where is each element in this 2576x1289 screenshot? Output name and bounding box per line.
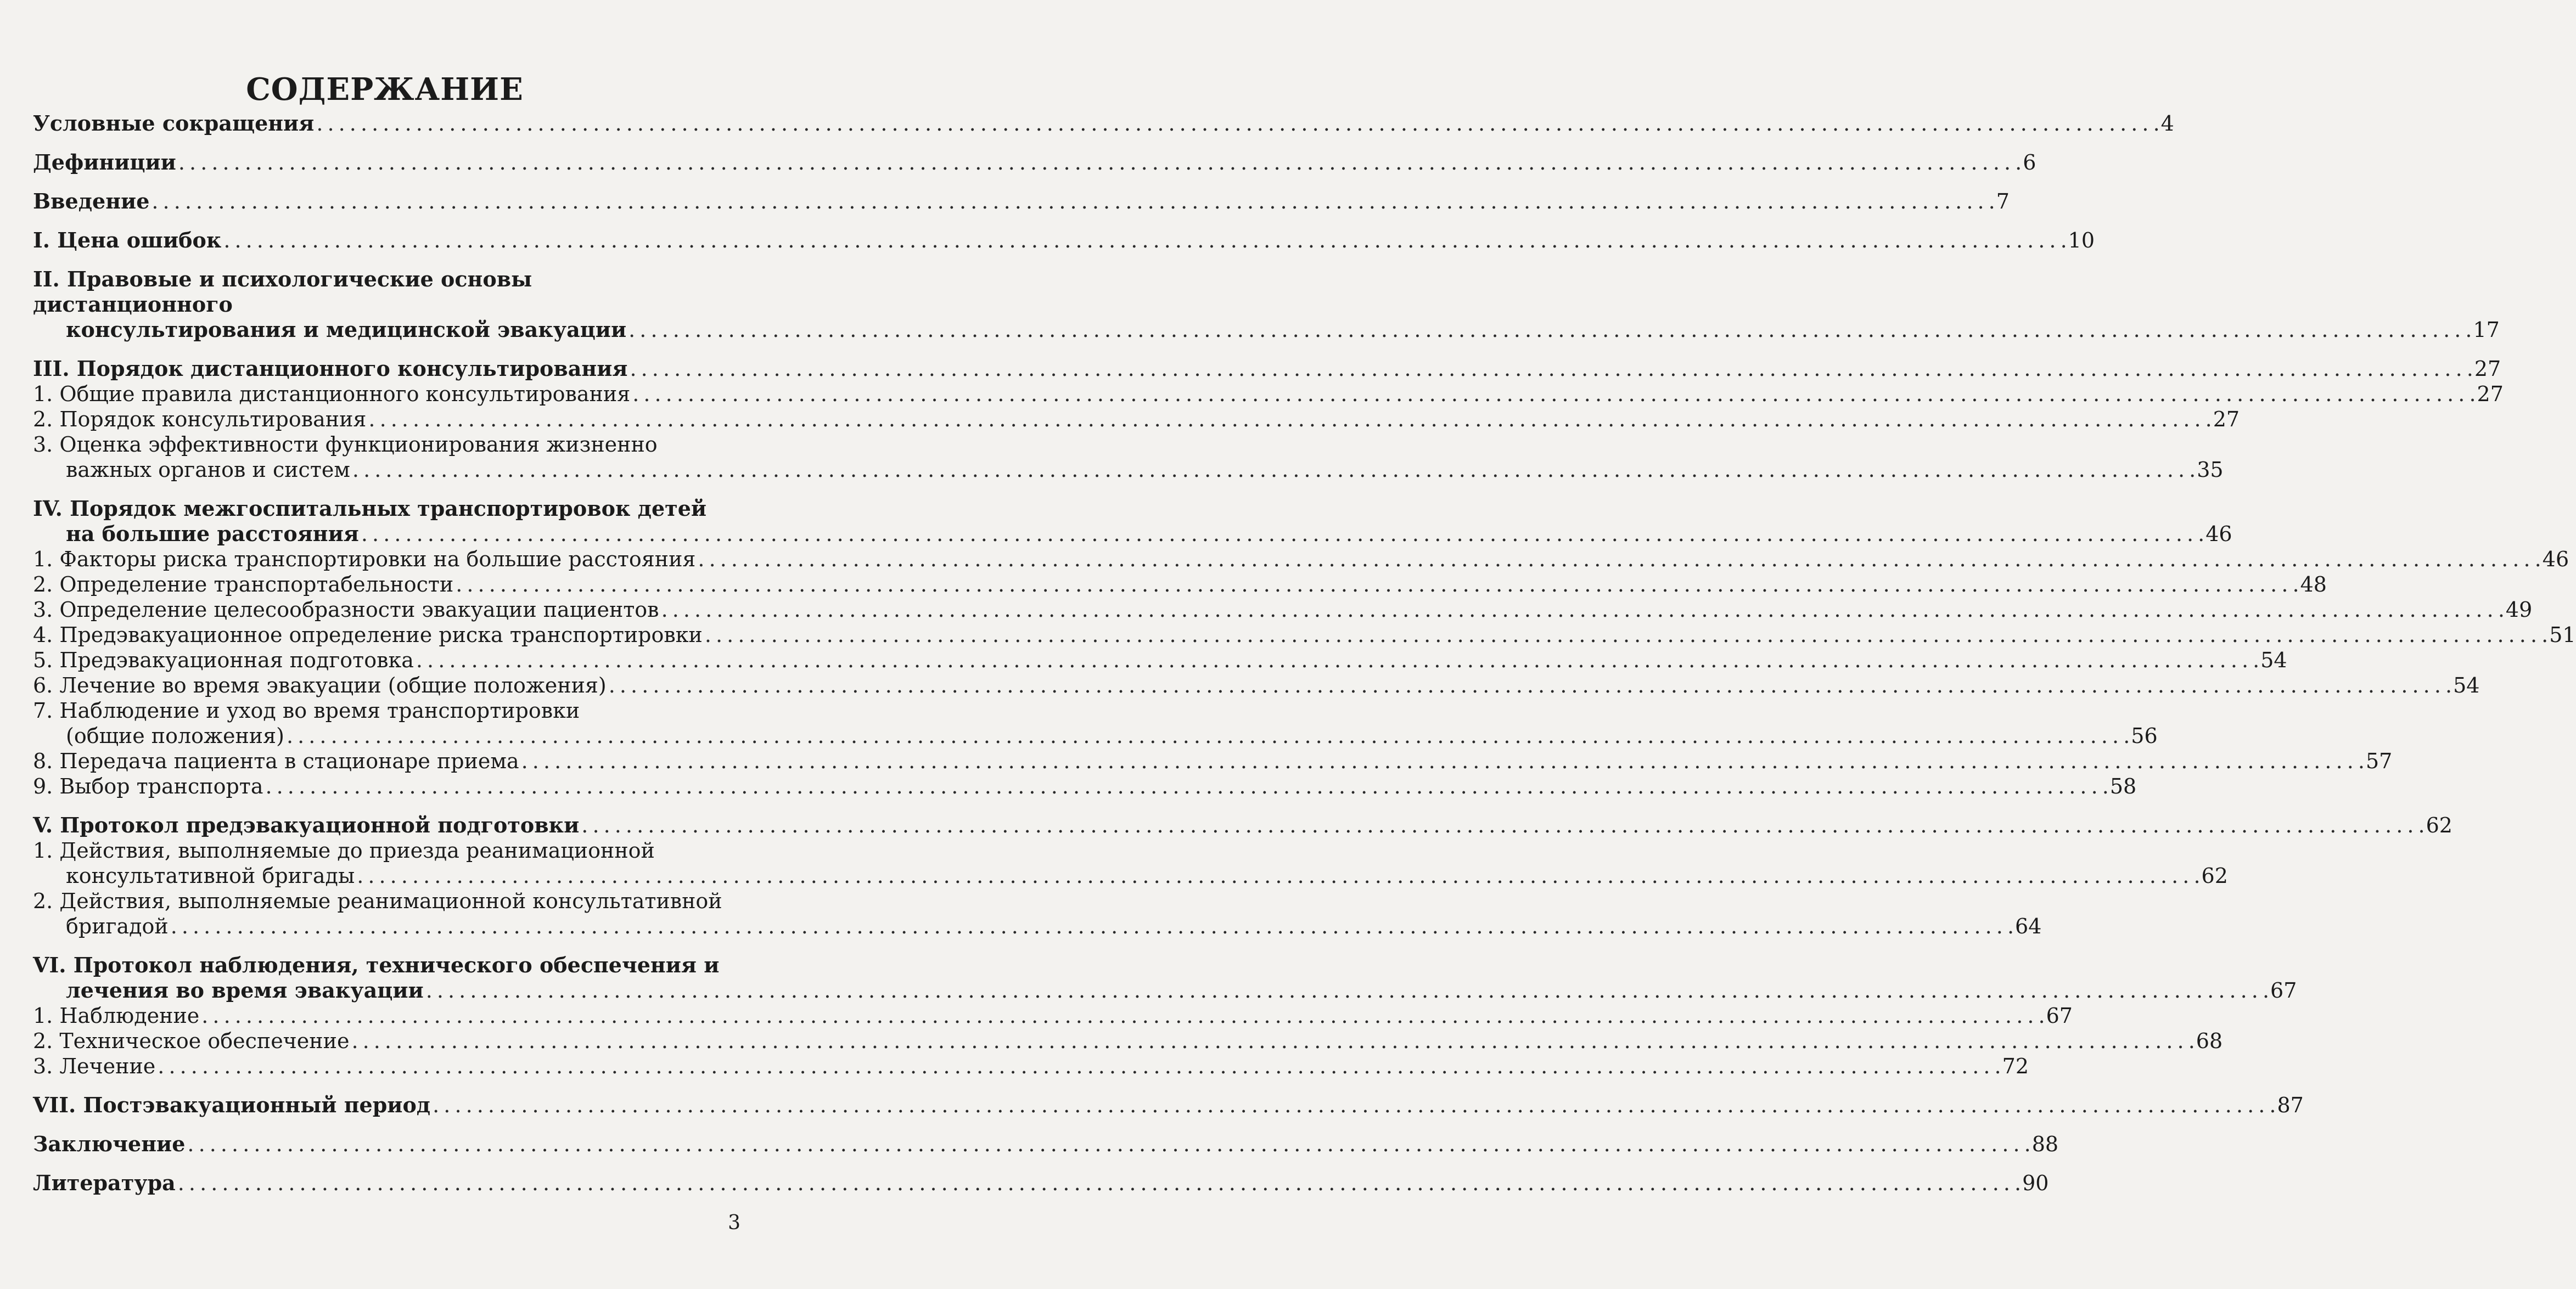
toc-entry-label: лечения во время эвакуации xyxy=(66,978,424,1003)
toc-entry-label: 4. Предэвакуационное определение риска транспортировки xyxy=(33,623,703,647)
toc-entry-label: 2. Порядок консультирования xyxy=(33,407,367,431)
toc-entry-label: 3. Лечение xyxy=(33,1054,156,1078)
toc-page-number: 7 xyxy=(1996,189,2010,213)
toc-page-number: 68 xyxy=(2196,1029,2223,1053)
toc-leader-dots xyxy=(287,724,2129,748)
toc-subsection-entry[interactable] xyxy=(33,888,2042,939)
toc-entry-label: VII. Постэвакуационный период xyxy=(33,1093,431,1117)
toc-section-entry[interactable] xyxy=(33,267,2500,342)
toc-leader-dots xyxy=(456,572,2298,596)
page-number: 3 xyxy=(728,1212,740,1234)
toc-subsection-entry[interactable] xyxy=(33,1054,2029,1079)
toc-leader-dots xyxy=(632,382,2474,406)
toc-subsection-entry[interactable] xyxy=(33,407,2240,432)
toc-leader-dots xyxy=(351,1029,2193,1053)
toc-page-number: 49 xyxy=(2505,598,2533,622)
toc-page-number: 6 xyxy=(2023,150,2036,175)
toc-entry-label: 1. Наблюдение xyxy=(33,1004,200,1028)
toc-page-number: 62 xyxy=(2201,864,2228,888)
toc-leader-dots xyxy=(151,189,1994,213)
toc-page-number: 54 xyxy=(2260,648,2287,672)
toc-entry-label: IV. Порядок межгоспитальных транспортировок детей xyxy=(33,496,707,521)
toc-page-number: 87 xyxy=(2277,1093,2304,1117)
toc-subsection-entry[interactable] xyxy=(33,1003,2073,1028)
toc-subsection-entry[interactable] xyxy=(33,572,2327,597)
toc-entry-label: 3. Оценка эффективности функционирования жизненно xyxy=(33,432,658,457)
toc-entry-label: 1. Факторы риска транспортировки на большие расстояния xyxy=(33,547,696,571)
toc-page-number: 54 xyxy=(2453,673,2480,697)
toc-section-entry[interactable] xyxy=(33,1170,2049,1196)
toc-entry-label: Условные сокращения xyxy=(33,111,315,136)
toc-page-number: 27 xyxy=(2474,357,2501,381)
toc-entry-label: I. Цена ошибок xyxy=(33,228,222,252)
toc-subsection-entry[interactable] xyxy=(33,1028,2223,1054)
toc-entry-label: важных органов и систем xyxy=(66,458,350,482)
toc-subsection-entry[interactable] xyxy=(33,622,2576,648)
toc-entry-label: 7. Наблюдение и уход во время транспортировки xyxy=(33,699,580,723)
toc-entry-label: консультирования и медицинской эвакуации xyxy=(66,317,627,342)
toc-page-number: 90 xyxy=(2022,1171,2049,1195)
toc-section-entry[interactable] xyxy=(33,1093,2304,1118)
toc-leader-dots xyxy=(433,1093,2275,1117)
toc-leader-dots xyxy=(158,1054,2000,1078)
toc-page-number: 57 xyxy=(2365,749,2393,773)
toc-section-entry[interactable] xyxy=(33,356,2501,381)
toc-leader-dots xyxy=(223,228,2066,252)
toc-entry-label: бригадой xyxy=(66,914,169,938)
toc-list xyxy=(33,111,2576,1196)
toc-entry-label: 9. Выбор транспорта xyxy=(33,774,263,798)
toc-entry-label: 2. Определение транспортабельности xyxy=(33,572,454,596)
toc-entry-label: 6. Лечение во время эвакуации (общие положения) xyxy=(33,673,607,697)
toc-leader-dots xyxy=(705,623,2547,647)
toc-section-entry[interactable] xyxy=(33,189,2010,214)
toc-leader-dots xyxy=(661,598,2504,622)
toc-page-number: 48 xyxy=(2300,572,2327,596)
toc-page-number: 88 xyxy=(2031,1132,2059,1156)
toc-page-number: 64 xyxy=(2015,914,2042,938)
toc-page-number: 67 xyxy=(2270,978,2297,1003)
toc-leader-dots xyxy=(187,1132,2029,1156)
toc-leader-dots xyxy=(416,648,2258,672)
toc-entry-label: 2. Действия, выполняемые реанимационной консультативной xyxy=(33,889,722,913)
toc-subsection-entry[interactable] xyxy=(33,673,2480,698)
toc-leader-dots xyxy=(265,774,2107,798)
toc-page-number: 51 xyxy=(2549,623,2576,647)
toc-entry-label: III. Порядок дистанционного консультирования xyxy=(33,356,628,381)
toc-page-number: 27 xyxy=(2213,407,2240,431)
toc-page-number: 4 xyxy=(2160,111,2174,136)
toc-section-entry[interactable] xyxy=(33,1132,2059,1157)
toc-leader-dots xyxy=(609,673,2451,697)
toc-entry-label: Заключение xyxy=(33,1132,186,1156)
toc-entry-label: на большие расстояния xyxy=(66,521,359,546)
toc-page-number: 72 xyxy=(2002,1054,2029,1078)
toc-section-entry[interactable] xyxy=(33,496,2232,547)
toc-leader-dots xyxy=(581,813,2423,837)
toc-entry-label: II. Правовые и психологические основы дистанционного xyxy=(33,267,532,317)
toc-page-number: 67 xyxy=(2046,1004,2073,1028)
toc-subsection-entry[interactable] xyxy=(33,748,2393,774)
toc-leader-dots xyxy=(628,318,2471,342)
toc-leader-dots xyxy=(426,978,2268,1003)
toc-section-entry[interactable] xyxy=(33,228,2095,253)
toc-entry-label: VI. Протокол наблюдения, технического обеспечения и xyxy=(33,953,720,977)
toc-leader-dots xyxy=(178,1171,2020,1195)
toc-entry-label: Литература xyxy=(33,1170,176,1195)
toc-subsection-entry[interactable] xyxy=(33,698,2158,748)
toc-page-number: 56 xyxy=(2131,724,2158,748)
toc-subsection-entry[interactable] xyxy=(33,838,2228,888)
toc-page-number: 35 xyxy=(2197,458,2224,482)
table-of-contents-page xyxy=(33,71,2576,1196)
toc-leader-dots xyxy=(201,1004,2044,1028)
toc-leader-dots xyxy=(368,407,2210,431)
toc-leader-dots xyxy=(630,357,2472,381)
toc-leader-dots xyxy=(178,150,2021,175)
toc-page-number: 10 xyxy=(2068,228,2095,252)
toc-leader-dots xyxy=(352,458,2195,482)
toc-subsection-entry[interactable] xyxy=(33,381,2504,407)
toc-subsection-entry[interactable] xyxy=(33,432,2224,482)
toc-leader-dots xyxy=(361,522,2203,546)
toc-leader-dots xyxy=(171,914,2013,938)
page-title: СОДЕРЖАНИЕ xyxy=(246,71,524,108)
toc-entry-label: Дефиниции xyxy=(33,150,176,175)
toc-entry-label: 3. Определение целесообразности эвакуации пациентов xyxy=(33,598,659,622)
toc-entry-label: 1. Действия, выполняемые до приезда реанимационной xyxy=(33,838,655,863)
toc-page-number: 17 xyxy=(2473,318,2500,342)
toc-entry-label: Введение xyxy=(33,189,150,213)
toc-page-number: 46 xyxy=(2542,547,2569,571)
toc-entry-label: 5. Предэвакуационная подготовка xyxy=(33,648,414,672)
toc-entry-label: 8. Передача пациента в стационаре приема xyxy=(33,749,519,773)
toc-entry-label: 2. Техническое обеспечение xyxy=(33,1029,350,1053)
toc-page-number: 62 xyxy=(2426,813,2452,837)
toc-section-entry[interactable] xyxy=(33,813,2452,838)
toc-subsection-entry[interactable] xyxy=(33,547,2569,572)
toc-leader-dots xyxy=(521,749,2364,773)
toc-entry-label: консультативной бригады xyxy=(66,864,355,888)
toc-leader-dots xyxy=(357,864,2199,888)
toc-page-number: 46 xyxy=(2205,522,2232,546)
toc-entry-label: (общие положения) xyxy=(66,724,284,748)
toc-section-entry[interactable] xyxy=(33,953,2297,1003)
toc-page-number: 27 xyxy=(2477,382,2504,406)
toc-leader-dots xyxy=(698,547,2540,571)
toc-subsection-entry[interactable] xyxy=(33,648,2287,673)
toc-entry-label: 1. Общие правила дистанционного консультирования xyxy=(33,382,631,406)
toc-section-entry[interactable] xyxy=(33,150,2036,175)
toc-section-entry[interactable] xyxy=(33,111,2174,136)
toc-leader-dots xyxy=(316,111,2158,136)
toc-subsection-entry[interactable] xyxy=(33,597,2533,622)
toc-page-number: 58 xyxy=(2109,774,2137,798)
toc-entry-label: V. Протокол предэвакуационной подготовки xyxy=(33,813,580,837)
toc-subsection-entry[interactable] xyxy=(33,774,2137,799)
